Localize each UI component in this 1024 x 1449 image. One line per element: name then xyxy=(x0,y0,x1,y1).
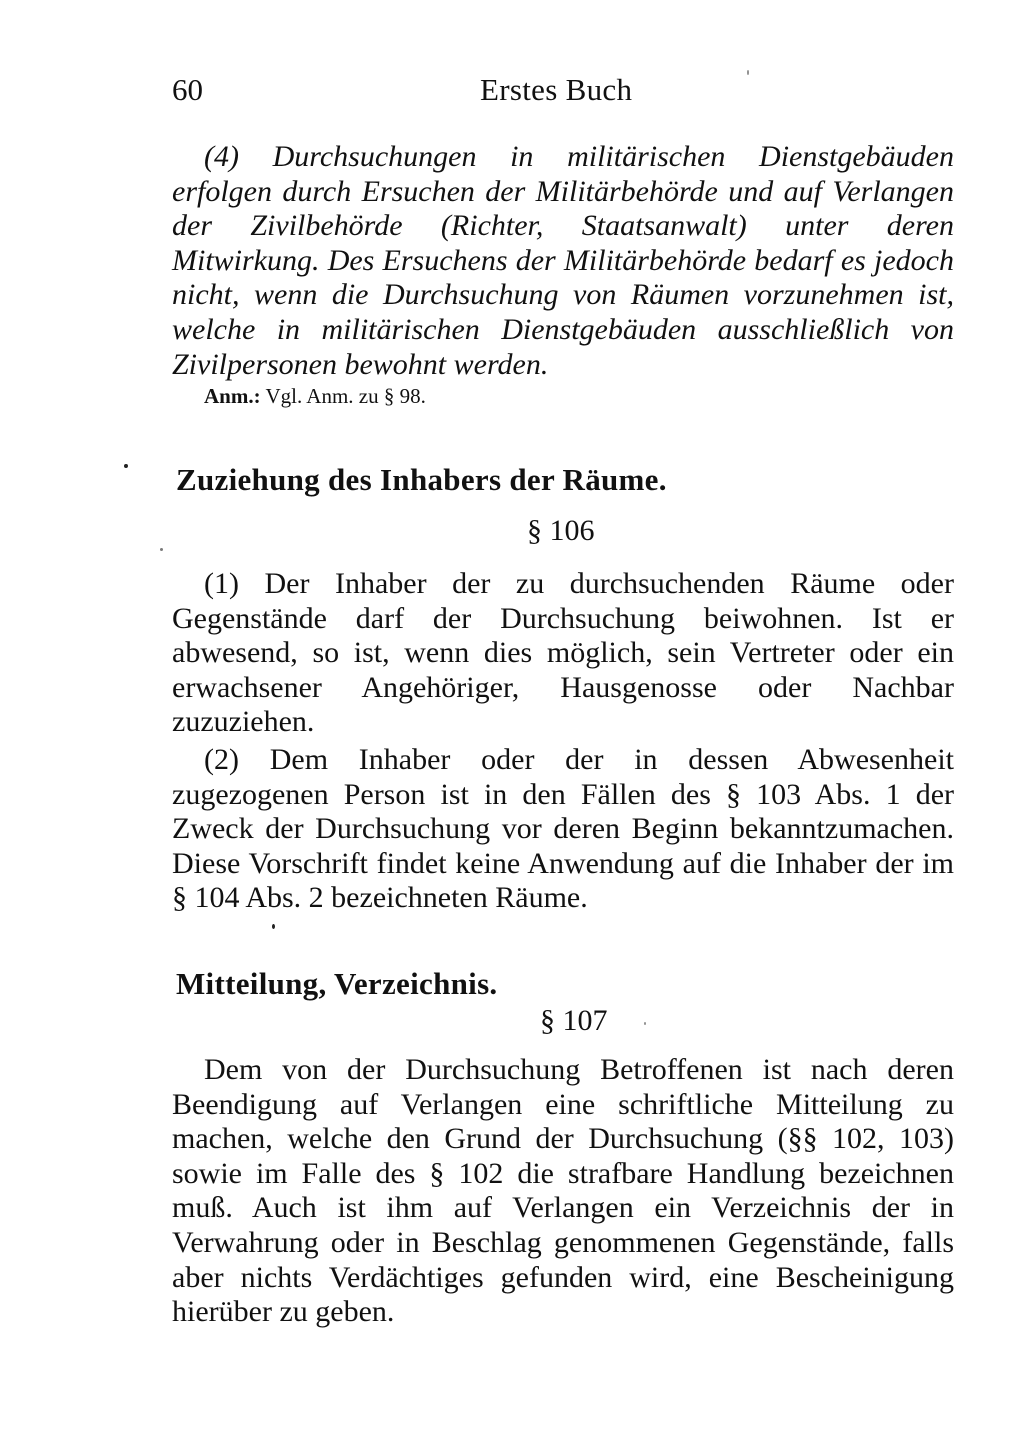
scan-speck xyxy=(124,464,128,468)
section-105-paragraph-4 xyxy=(172,140,954,382)
section-107-number: § 107 xyxy=(540,1004,608,1037)
section-107-heading: Mitteilung, Verzeichnis. xyxy=(176,966,498,1001)
scan-speck xyxy=(272,924,275,929)
scan-speck xyxy=(747,70,749,75)
annotation-note xyxy=(204,384,426,409)
section-106-subsection-1: (1) Der Inhaber der zu durchsuchenden Räume oder Gegenstände darf der Durchsuchung beiwohnen. Ist er abwesend, so ist, wenn dies möglich, sein Vertreter oder ein erwachsener Angehöriger, Hausgenosse oder Nachbar zuzuziehen. xyxy=(172,567,954,739)
running-title: Erstes Buch xyxy=(480,72,633,107)
paragraph-text: (4) Durchsuchungen in militärischen Dienstgebäuden erfolgen durch Ersuchen der Militärbehörde und auf Verlangen der Zivilbehörde (Richter, Staatsanwalt) unter deren Mitwirkung. Des Ersuchens der Militärbehörde bedarf es jedoch nicht, wenn die Durchsuchung von Räumen vorzunehmen ist, welche in militärischen Dienstgebäuden ausschließlich von Zivilpersonen bewohnt werden. xyxy=(172,140,954,381)
section-106-heading: Zuziehung des Inhabers der Räume. xyxy=(176,462,667,497)
annotation-label: Anm.: xyxy=(204,384,261,408)
page-number: 60 xyxy=(172,72,203,107)
annotation-text: Vgl. Anm. zu § 98. xyxy=(265,384,426,408)
section-107-body xyxy=(172,1053,954,1330)
scan-speck xyxy=(160,548,163,551)
section-107-paragraph: Dem von der Durchsuchung Betroffenen ist nach deren Beendigung auf Verlangen eine schriftliche Mitteilung zu machen, welche den Grund der Durchsuchung (§§ 102, 103) sowie im Falle des § 102 die strafbare Handlung bezeichnen muß. Auch ist ihm auf Verlangen ein Verzeichnis der in Verwahrung oder in Beschlag genommenen Gegenstände, falls aber nichts Verdächtiges gefunden wird, eine Bescheinigung hierüber zu geben. xyxy=(172,1053,954,1329)
section-106-number: § 106 xyxy=(527,514,595,547)
section-106-subsection-2: (2) Dem Inhaber oder der in dessen Abwesenheit zugezogenen Person ist in den Fällen des § 103 Abs. 1 der Zweck der Durchsuchung vor deren Beginn bekanntzumachen. Diese Vorschrift findet keine Anwendung auf die Inhaber der im § 104 Abs. 2 bezeichneten Räume. xyxy=(172,742,954,915)
page-header xyxy=(172,72,954,112)
scan-speck xyxy=(644,1022,646,1025)
section-106-body xyxy=(172,567,954,916)
